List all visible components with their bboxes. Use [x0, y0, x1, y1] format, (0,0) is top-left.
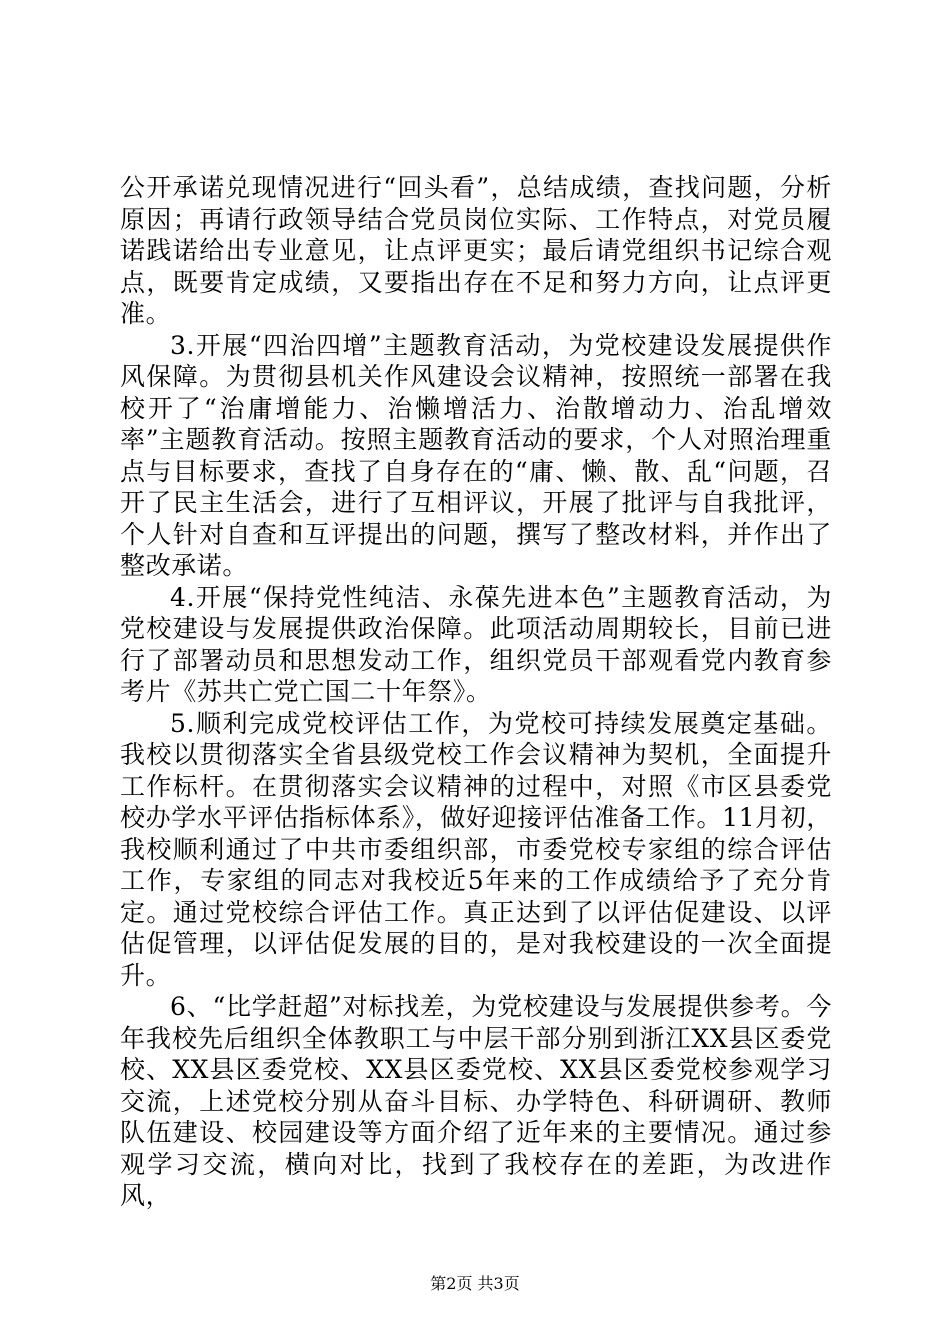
- paragraph-item-6: 6、“比学赶超”对标找差，为党校建设与发展提供参考。今年我校先后组织全体教职工与中层干部分别到浙江XX县区委党校、XX县区委党校、XX县区委党校、XX县区委党校参观学习交流，上述党校分别从奋斗目标、办学特色、科研调研、教师队伍建设、校园建设等方面介绍了近年来的主要情况。通过参观学习交流，横向对比，找到了我校存在的差距，为改进作风，: [120, 992, 832, 1210]
- paragraph-continuation: 公开承诺兑现情况进行“回头看”，总结成绩，查找问题，分析原因；再请行政领导结合党员岗位实际、工作特点，对党员履诺践诺给出专业意见，让点评更实；最后请党组织书记综合观点，既要肯定成绩，又要指出存在不足和努力方向，让点评更准。: [120, 173, 832, 328]
- paragraph-item-3: 3.开展“四治四增”主题教育活动，为党校建设发展提供作风保障。为贯彻县机关作风建设会议精神，按照统一部署在我校开了“治庸增能力、治懒增活力、治散增动力、治乱增效率”主题教育活动。按照主题教育活动的要求，个人对照治理重点与目标要求，查找了自身存在的“庸、懒、散、乱“问题，召开了民主生活会，进行了互相评议，开展了批评与自我批评，个人针对自查和互评提出的问题，撰写了整改材料，并作出了整改承诺。: [120, 330, 832, 580]
- paragraph-item-4: 4.开展“保持党性纯洁、永葆先进本色”主题教育活动，为党校建设与发展提供政治保障。此项活动周期较长，目前已进行了部署动员和思想发动工作，组织党员干部观看党内教育参考片《苏共亡党亡国二十年祭》。: [120, 582, 832, 706]
- document-body: [120, 172, 832, 1212]
- page-footer: 第2页 共3页: [430, 1274, 520, 1293]
- paragraph-item-5: 5.顺利完成党校评估工作，为党校可持续发展奠定基础。我校以贯彻落实全省县级党校工作会议精神为契机，全面提升工作标杆。在贯彻落实会议精神的过程中，对照《市区县委党校办学水平评估指标体系》，做好迎接评估准备工作。11月初，我校顺利通过了中共市委组织部，市委党校专家组的综合评估工作，专家组的同志对我校近5年来的工作成绩给予了充分肯定。通过党校综合评估工作。真正达到了以评估促建设、以评估促管理，以评估促发展的目的，是对我校建设的一次全面提升。: [120, 708, 832, 990]
